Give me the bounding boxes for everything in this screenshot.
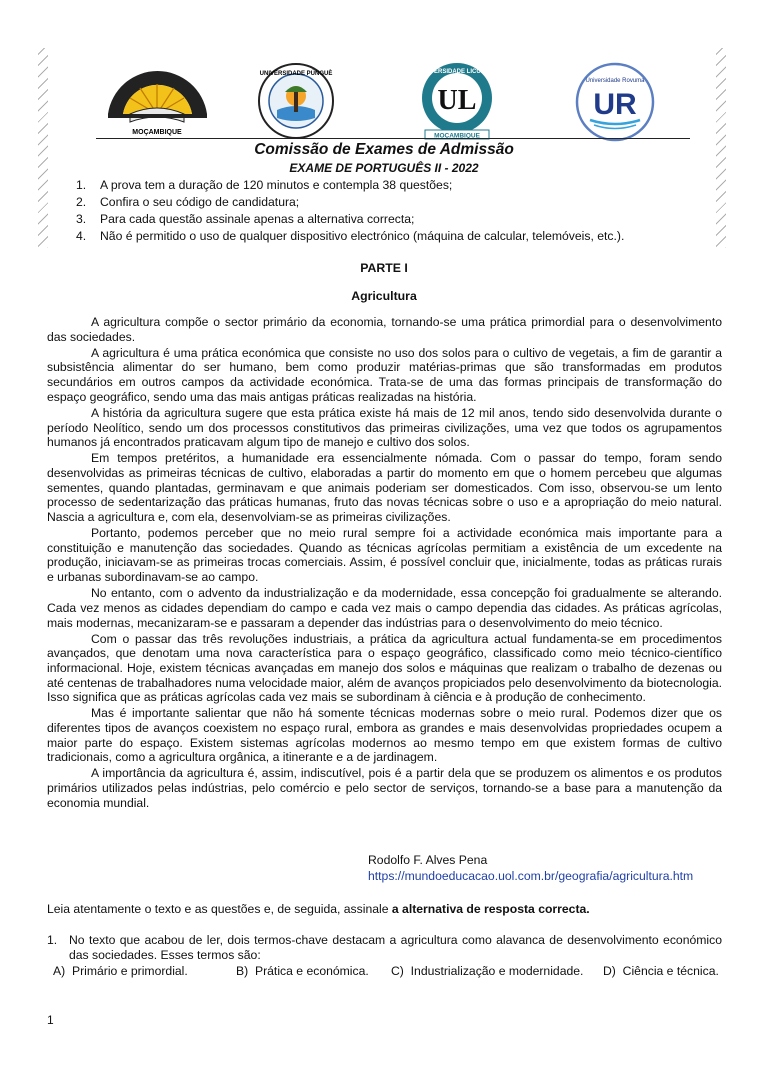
instructions-list bbox=[76, 177, 716, 245]
unilicungo-logo bbox=[418, 62, 496, 140]
svg-text:MOÇAMBIQUE: MOÇAMBIQUE bbox=[132, 129, 182, 136]
unirovuma-logo bbox=[570, 62, 660, 142]
header-rule bbox=[96, 138, 690, 139]
credit-author: Rodolfo F. Alves Pena bbox=[368, 853, 488, 867]
committee-title: Comissão de Exames de Admissão bbox=[254, 141, 514, 158]
option-c[interactable]: C) Industrialização e modernidade. bbox=[391, 964, 584, 978]
page-number: 1 bbox=[47, 1013, 54, 1027]
lead-text: Leia atentamente o texto e as questões e, de seguida, assinale bbox=[47, 902, 392, 916]
instruction-item: 4. Não é permitido o uso de qualquer dispositivo electrónico (máquina de calcular, telemóveis, etc.). bbox=[76, 229, 625, 243]
instruction-item: 2. Confira o seu código de candidatura; bbox=[76, 195, 300, 209]
credit-url[interactable]: https://mundoeducacao.uol.com.br/geografia/agricultura.htm bbox=[368, 869, 694, 883]
instruction-item: 1. A prova tem a duração de 120 minutos e contempla 38 questões; bbox=[76, 178, 453, 192]
svg-text:Universidade Rovuma: Universidade Rovuma bbox=[585, 78, 645, 84]
svg-text:UNIVERSIDADE PÚNGUÈ: UNIVERSIDADE PÚNGUÈ bbox=[259, 71, 333, 77]
option-d[interactable]: D) Ciência e técnica. bbox=[603, 964, 719, 978]
article-text bbox=[47, 315, 722, 812]
svg-text:UR: UR bbox=[593, 88, 637, 121]
unipungue-logo bbox=[255, 62, 337, 140]
article-paragraph: Em tempos pretéritos, a humanidade era essencialmente nómada. Com o passar do tempo, foram sendo desenvolvidas as primeiras técnicas de cultivo, elaboradas a partir do momento em que o homem percebeu que algumas sementes, quando plantadas, germinavam e que animais poderiam ser domesticados. Com isso, observou-se um lento processo de sedentarização das práticas humanas, fruto das novas técnicas sobre o uso e a apropriação do meio natural. Nascia a agricultura e, com ela, desenvolviam-se as primeiras civilizações. bbox=[47, 451, 722, 525]
question-number: 1. bbox=[47, 933, 58, 947]
article-paragraph: Portanto, podemos perceber que no meio rural sempre foi a actividade económica mais importante para a constituição e manutenção das sociedades. Quando as técnicas agrícolas permitiam a existência de um excedente na produção, iniciavam-se as primeiras trocas comerciais. Assim, é possível concluir que, inicialmente, todas as práticas rurais e urbanas subordinavam-se ao campo. bbox=[47, 526, 722, 585]
exam-title: EXAME DE PORTUGUÊS II - 2022 bbox=[289, 161, 479, 175]
article-paragraph: A história da agricultura sugere que esta prática existe há mais de 12 mil anos, tendo sido desenvolvida durante o período Neolítico, sendo um dos processos constitutivos das primeiras civilizações, uma vez que todos os agrupamentos humanos já encontrados praticavam algum tipo de manejo e cultivo dos solos. bbox=[47, 405, 722, 450]
question-text: No texto que acabou de ler, dois termos-chave destacam a agricultura como alavanca de desenvolvimento económico das sociedades. Esses termos são: bbox=[69, 933, 722, 962]
up-maputo-logo bbox=[100, 62, 215, 140]
university-logos bbox=[100, 62, 690, 142]
ur-caption bbox=[593, 88, 637, 121]
instruction-item: 3. Para cada questão assinale apenas a alternativa correcta; bbox=[76, 212, 415, 226]
text-title: Agricultura bbox=[351, 289, 417, 303]
instructions-lead bbox=[47, 902, 727, 917]
article-paragraph: Com o passar das três revoluções industriais, a prática da agricultura actual fundamenta-se em procedimentos avançados, que denotam uma nova característica para o espaço geográfico, classificado como meio técnico-científico informacional. Hoje, existem técnicas avançadas em manejo dos solos e máquinas que realizam o trabalho de dezenas ou até centenas de trabalhadores numa velocidade maior, além de avanços propiciados pelo desenvolvimento da biotecnologia. Isso significa que as práticas agrícolas cada vez mais se subordinam à ciência e à produção de conhecimento. bbox=[47, 631, 722, 705]
part-title: PARTE I bbox=[360, 261, 408, 275]
article-paragraph: No entanto, com o advento da industrialização e da modernidade, essa concepção foi gradualmente se alterando. Cada vez menos as cidades dependiam do campo e cada vez mais o campo dependia das cidades. As práticas agrícolas, mais modernas, mecanizaram-se e passaram a depender das indústrias para o desenvolvimento do meio técnico. bbox=[47, 586, 722, 630]
svg-text:UNIVERSIDADE LICUNGO: UNIVERSIDADE LICUNGO bbox=[419, 69, 495, 75]
svg-text:UL: UL bbox=[437, 85, 477, 116]
article-paragraph: A agricultura é uma prática económica que consiste no uso dos solos para o cultivo de vegetais, a fim de garantir a subsistência alimentar do ser humano, bem como produzir matérias-primas que são transformadas em produtos secundários em outros campos da actividade económica. Trata-se de uma das formas principais de transformação do espaço geográfico, sendo uma das mais antigas práticas realizadas na história. bbox=[47, 345, 722, 404]
option-a[interactable]: A) Primário e primordial. bbox=[53, 964, 188, 978]
article-paragraph: A agricultura compõe o sector primário da economia, tornando-se uma prática primordial para o desenvolvimento das sociedades. bbox=[47, 315, 722, 344]
source-credit bbox=[368, 852, 693, 884]
up-caption bbox=[132, 129, 182, 136]
article-paragraph: A importância da agricultura é, assim, indiscutível, pois é a partir dela que se produzem os alimentos e os produtos primários utilizados pelas indústrias, pelo comércio e pelo sector de serviços, tornando-se a base para a manutenção da economia mundial. bbox=[47, 766, 722, 810]
option-b[interactable]: B) Prática e económica. bbox=[236, 964, 369, 978]
lead-bold: a alternativa de resposta correcta. bbox=[391, 902, 590, 916]
question-1 bbox=[47, 933, 722, 962]
svg-text:MOÇAMBIQUE: MOÇAMBIQUE bbox=[434, 132, 480, 140]
article-paragraph: Mas é importante salientar que não há somente técnicas modernas sobre o meio rural. Podemos dizer que os diferentes tipos de avanços coexistem no espaço rural, embora as grandes e mais desenvolvidas propriedades ocupem a maior parte do espaço. Existem sistemas agrícolas modernos ao mesmo tempo em que existem formas de cultivo tradicionais, como a agricultura orgânica, a itinerante e a de jardinagem. bbox=[47, 706, 722, 765]
